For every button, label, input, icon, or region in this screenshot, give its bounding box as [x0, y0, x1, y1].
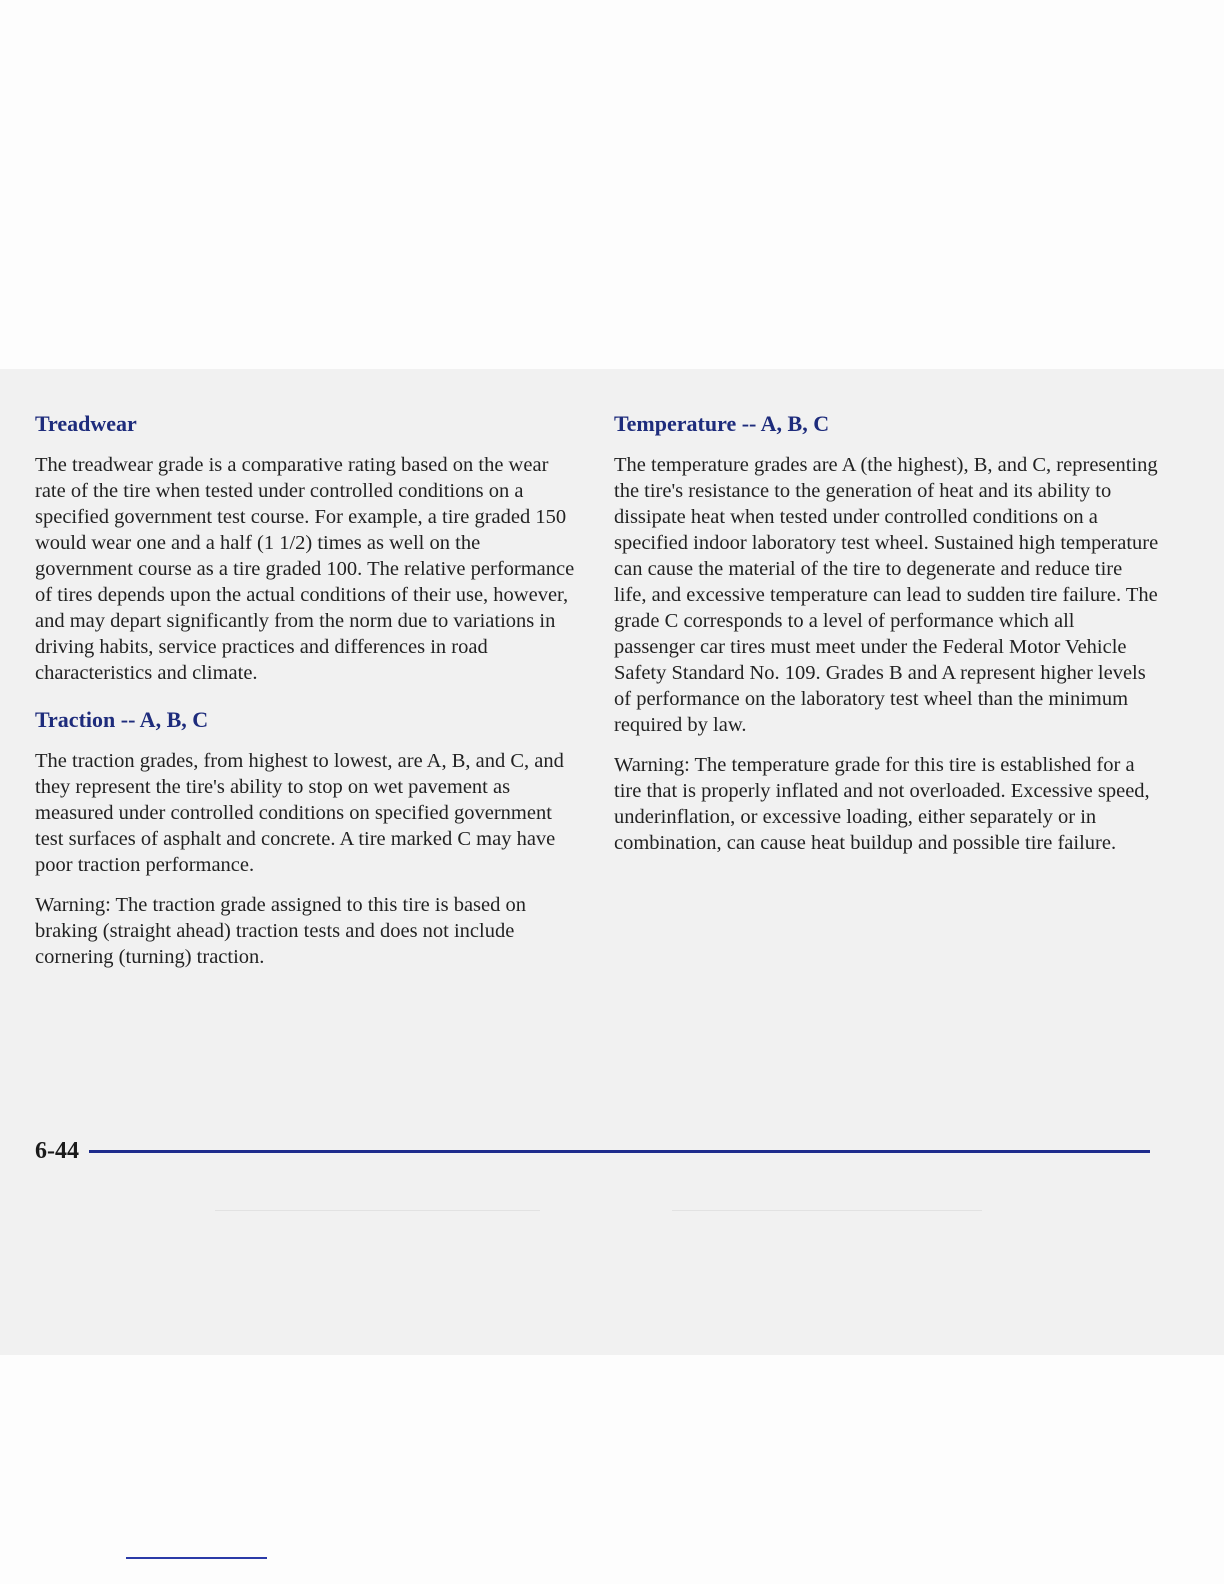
left-column	[35, 410, 580, 984]
faint-divider-right	[672, 1210, 982, 1211]
temperature-paragraph: The temperature grades are A (the highest), B, and C, representing the tire's resistance to the generation of heat and its ability to dissipate heat when tested under controlled conditions on a specified indoor laboratory test wheel. Sustained high temperature can cause the material of the tire to degenerate and reduce tire life, and excessive temperature can lead to sudden tire failure. The grade C corresponds to a level of performance which all passenger car tires must meet under the Federal Motor Vehicle Safety Standard No. 109. Grades B and A represent higher levels of performance on the laboratory test wheel than the minimum required by law.	[614, 454, 1159, 736]
temperature-warning: Warning: The temperature grade for this tire is established for a tire that is properly inflated and not overloaded. Excessive speed, underinflation, or excessive loading, either separately or in combination, can cause heat buildup and possible tire failure.	[614, 754, 1150, 854]
treadwear-paragraph: The treadwear grade is a comparative rating based on the wear rate of the tire when tested under controlled conditions on a specified government test course. For example, a tire graded 150 would wear one and a half (1 1/2) times as well on the government course as a tire graded 100. The relative performance of tires depends upon the actual conditions of their use, however, and may depart significantly from the norm due to variations in driving habits, service practices and differences in road characteristics and climate.	[35, 454, 575, 684]
traction-paragraph: The traction grades, from highest to lowest, are A, B, and C, and they represent the tire's ability to stop on wet pavement as measured under controlled conditions on specified government test surfaces of asphalt and concrete. A tire marked C may have poor traction performance.	[35, 750, 564, 876]
page-number: 6-44	[35, 1138, 79, 1164]
page-footer	[35, 1138, 1150, 1165]
traction-warning: Warning: The traction grade assigned to this tire is based on braking (straight ahead) traction tests and does not include cornering (turning) traction.	[35, 894, 526, 968]
traction-heading: Traction -- A, B, C	[35, 707, 209, 732]
treadwear-heading: Treadwear	[35, 411, 137, 436]
faint-divider-left	[215, 1210, 540, 1211]
footer-rule	[89, 1150, 1150, 1153]
temperature-heading: Temperature -- A, B, C	[614, 411, 830, 436]
bottom-link-underline[interactable]	[126, 1557, 267, 1559]
right-column	[614, 410, 1159, 870]
